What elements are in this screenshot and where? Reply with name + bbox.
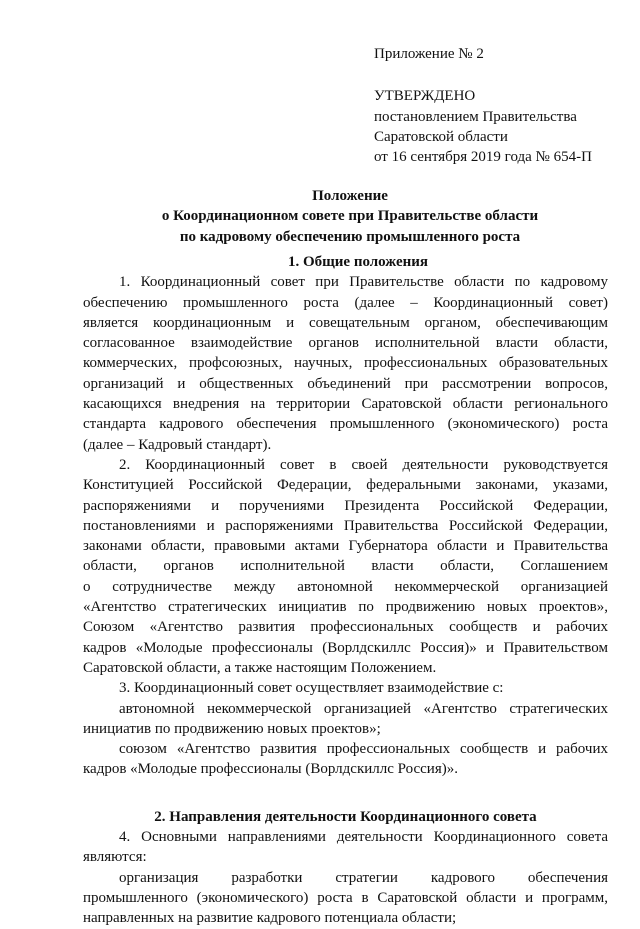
paragraph-line: промышленного (экономического) роста в Саратовской области и программ, <box>83 889 608 906</box>
paragraph-line: распоряжениями и поручениями Президента Российской Федерации, <box>83 497 608 514</box>
paragraph-line: инициатив по продвижению новых проектов»; <box>83 720 381 737</box>
paragraph-line: союзом «Агентство развития профессиональных сообществ и рабочих <box>119 741 608 758</box>
paragraph-line: автономной некоммерческой организацией «Агентство стратегических <box>119 700 608 717</box>
title-line-1: Положение <box>312 188 388 204</box>
paragraph-line: Саратовской области, а также настоящим Положением. <box>83 659 437 676</box>
paragraph-line: 2. Координационный совет в своей деятельности руководствуется <box>119 456 608 473</box>
paragraph <box>83 739 608 780</box>
paragraph-line: Конституцией Российской Федерации, федеральными законами, указами, <box>83 477 608 494</box>
approval-block <box>374 44 624 167</box>
paragraph-line: коммерческих, профсоюзных, научных, профессиональных образовательных <box>83 355 608 372</box>
paragraph-line: Союзом «Агентство развития профессиональных сообществ и рабочих <box>83 619 608 636</box>
paragraph-line: организация разработки стратегии кадрового обеспечения <box>119 869 608 886</box>
document-title <box>60 186 640 247</box>
title-line-3: по кадровому обеспечению промышленного роста <box>179 228 521 245</box>
paragraph-line: обеспечению промышленного роста (далее – Координационный совет) <box>83 294 608 311</box>
approval-line-3: от 16 сентября 2019 года № 654-П <box>374 149 592 166</box>
appendix-label: Приложение № 2 <box>374 46 484 62</box>
section-heading-1: 1. Общие положения <box>287 254 429 270</box>
paragraph-line: организаций и общественных объединений при рассмотрении вопросов, <box>83 375 608 392</box>
paragraph <box>83 868 608 929</box>
paragraph <box>83 272 608 455</box>
paragraph-line: стандарта кадрового обеспечения промышленного (экономического) роста <box>83 416 608 433</box>
paragraph <box>83 678 608 698</box>
paragraph-line: касающихся внедрения на территории Саратовской области регионального <box>83 396 608 413</box>
approval-line-1: постановлением Правительства <box>374 108 577 125</box>
paragraph-line: законами области, правовыми актами Губернатора области и Правительства <box>83 538 608 555</box>
paragraph-line: согласованное взаимодействие органов исполнительной власти области, <box>83 335 608 352</box>
approval-line-2: Саратовской области <box>374 128 508 145</box>
paragraph-line: 1. Координационный совет при Правительстве области по кадровому <box>119 274 608 291</box>
paragraph-line: кадров «Молодые профессионалы (Ворлдскиллс Россия)». <box>83 761 458 778</box>
paragraph <box>83 827 608 868</box>
paragraph-line: кадров «Молодые профессионалы (Ворлдскиллс Россия)» и Правительством <box>83 639 608 656</box>
paragraph-line: «Агентство стратегических инициатив по продвижению новых проектов», <box>83 599 608 616</box>
section-heading-2: 2. Направления деятельности Координационного совета <box>154 808 537 825</box>
paragraph-line: являются: <box>83 849 147 866</box>
paragraph-line: постановлениями и распоряжениями Правительства Российской Федерации, <box>83 517 608 534</box>
paragraph <box>83 699 608 740</box>
paragraph-line: (далее – Кадровый стандарт). <box>83 436 272 453</box>
document-body <box>83 252 608 929</box>
approved-label: УТВЕРЖДЕНО <box>374 88 476 105</box>
title-line-2: о Координационном совете при Правительстве области <box>161 208 539 225</box>
paragraph <box>83 455 608 678</box>
paragraph-line: направленных на развитие кадрового потенциала области; <box>83 910 457 927</box>
paragraph-line: 3. Координационный совет осуществляет взаимодействие с: <box>119 680 504 697</box>
paragraph-line: является координационным и совещательным органом, обеспечивающим <box>83 314 608 331</box>
paragraph-line: 4. Основными направлениями деятельности Координационного совета <box>119 829 608 846</box>
paragraph-line: области, органов исполнительной власти области, Соглашением <box>83 558 608 575</box>
paragraph-line: о сотрудничестве между автономной некоммерческой организацией <box>83 578 608 595</box>
